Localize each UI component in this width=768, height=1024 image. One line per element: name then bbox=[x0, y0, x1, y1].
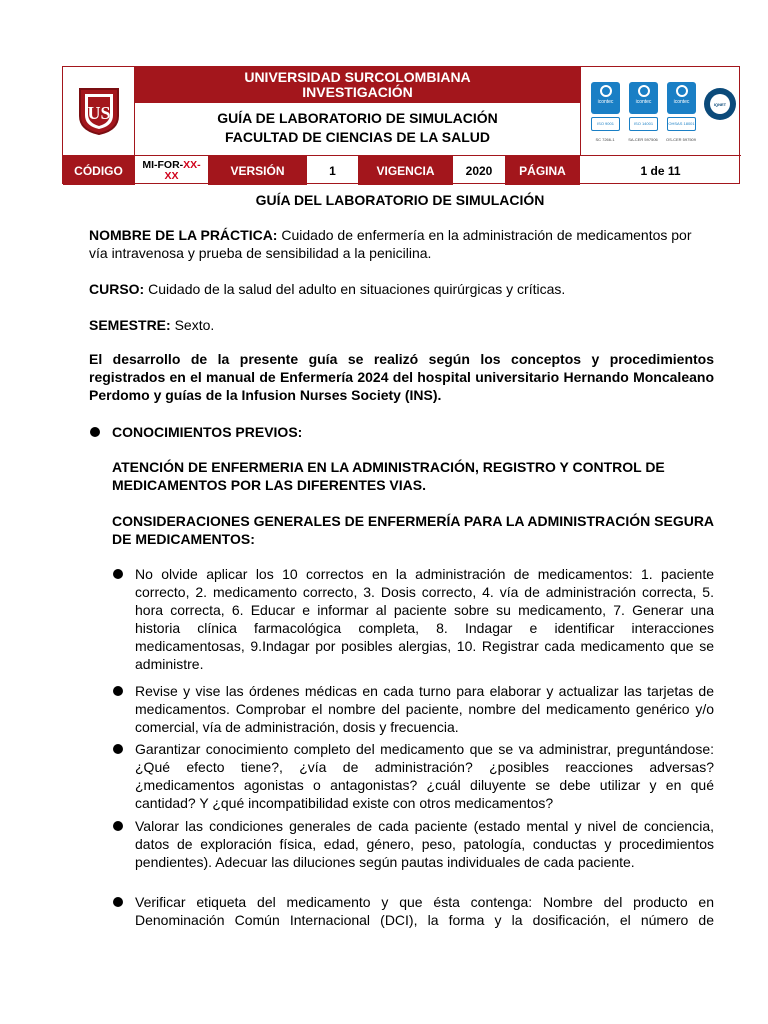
list-item: No olvide aplicar los 10 correctos en la administración de medicamentos: 1. paciente correcto, 2. medicamento correcto, 3. Dosis correcto, 4. vía de administración correcta, 5. hora correcta, 6. Educar e informar al paciente sobre su medicamento, 7. Generar una historia clínica farmacológica completa, 8. Indagar e identificar interacciones medicamentosas, 9.Indagar por posibles alergias, 10. Registrar cada medicamento que se administre. bbox=[135, 566, 714, 672]
bullet-icon bbox=[90, 427, 100, 437]
list-item: Verificar etiqueta del medicamento y que ésta contenga: Nombre del producto en Denominación Común Internacional (DCI), la forma y la dosificación, el número de bbox=[135, 894, 714, 928]
page-value: 1 de 11 bbox=[640, 163, 681, 178]
icontec-badge-2: icontec bbox=[629, 82, 658, 114]
bullet-icon bbox=[113, 686, 123, 696]
cert-standard-3: OHSAS 18001 bbox=[667, 117, 696, 131]
document-title: GUÍA DEL LABORATORIO DE SIMULACIÓN bbox=[255, 192, 545, 208]
version-value: 1 bbox=[307, 156, 359, 185]
document-meta-row bbox=[63, 155, 741, 185]
university-name: UNIVERSIDAD SURCOLOMBIANA bbox=[244, 69, 471, 85]
course: CURSO: Cuidado de la salud del adulto en situaciones quirúrgicas y críticas. bbox=[89, 281, 566, 297]
code-value: MI-FOR-XX- XX bbox=[135, 156, 209, 185]
version-label: VERSIÓN bbox=[209, 156, 307, 185]
icontec-badge-3: icontec bbox=[667, 82, 696, 114]
logo-letters: US bbox=[86, 103, 111, 123]
certification-icon bbox=[638, 85, 650, 97]
bullet-icon bbox=[113, 744, 123, 754]
intro-paragraph: El desarrollo de la presente guía se realizó según los conceptos y procedimientos registrados en el manual de Enfermería 2024 del hospital universitario Hernando Moncaleano Perdomo y guías de la Infusion Nurses Society (INS). bbox=[89, 351, 714, 403]
validity-value: 2020 bbox=[453, 156, 506, 185]
cert-caption-3: OS-CER 597509 bbox=[665, 137, 696, 142]
university-title-band bbox=[135, 67, 580, 103]
cert-caption-1: SC 7266-1 bbox=[595, 137, 615, 142]
faculty-name: FACULTAD DE CIENCIAS DE LA SALUD bbox=[225, 129, 490, 145]
page-label: PÁGINA bbox=[506, 156, 580, 185]
document-header-table bbox=[62, 66, 740, 184]
bullet-icon bbox=[113, 897, 123, 907]
cert-standard-2: ISO 14001 bbox=[629, 117, 658, 131]
heading-nursing-care: ATENCIÓN DE ENFERMERIA EN LA ADMINISTRACIÓN, REGISTRO Y CONTROL DE MEDICAMENTOS POR LAS DIFERENTES VIAS. bbox=[112, 459, 665, 493]
cert-caption-2: SA-CER 597506 bbox=[628, 137, 658, 142]
guide-title: GUÍA DE LABORATORIO DE SIMULACIÓN bbox=[217, 110, 498, 126]
iqnet-seal-icon: IQNET bbox=[704, 88, 736, 120]
icontec-badge-1: icontec bbox=[591, 82, 620, 114]
university-shield-logo bbox=[77, 86, 121, 136]
certification-icon bbox=[600, 85, 612, 97]
list-item: Revise y vise las órdenes médicas en cada turno para elaborar y actualizar las tarjetas de medicamentos. Comprobar el nombre del paciente, nombre del medicamento genérico y/o comercial, vía de administración, dosis y frecuencia. bbox=[135, 683, 714, 735]
certification-icon bbox=[676, 85, 688, 97]
list-item: Garantizar conocimiento completo del medicamento que se va administrar, preguntándose: ¿Qué efecto tiene?, ¿vía de administración? ¿posibles reacciones adversas? ¿medicamentos agonistas o antagonistas? ¿cuál diluyente se debe utilizar y en qué cantidad? Y ¿qué incompatibilidad existe con otros medicamentos? bbox=[135, 741, 714, 811]
semester: SEMESTRE: Sexto. bbox=[89, 317, 215, 333]
bullet-icon bbox=[113, 821, 123, 831]
heading-general-considerations: CONSIDERACIONES GENERALES DE ENFERMERÍA PARA LA ADMINISTRACIÓN SEGURA DE MEDICAMENTOS: bbox=[112, 513, 714, 547]
list-item: Valorar las condiciones generales de cada paciente (estado mental y nivel de conciencia, datos de exploración física, edad, género, peso, patología, conductas y procedimientos pendientes). Adecuar las diluciones según pautas individuales de cada paciente. bbox=[135, 818, 714, 870]
guide-title-block bbox=[135, 103, 580, 155]
cert-standard-1: ISO 9001 bbox=[591, 117, 620, 131]
department-name: INVESTIGACIÓN bbox=[302, 84, 413, 100]
section-previous-knowledge: CONOCIMIENTOS PREVIOS: bbox=[112, 424, 303, 440]
validity-label: VIGENCIA bbox=[359, 156, 453, 185]
code-label: CÓDIGO bbox=[63, 156, 135, 185]
university-logo-cell bbox=[63, 67, 135, 155]
bullet-icon bbox=[113, 569, 123, 579]
certifications-cell bbox=[580, 67, 741, 155]
practice-name: NOMBRE DE LA PRÁCTICA: Cuidado de enfermería en la administración de medicamentos por vía intravenosa y prueba de sensibilidad a la penicilina. bbox=[89, 227, 692, 261]
